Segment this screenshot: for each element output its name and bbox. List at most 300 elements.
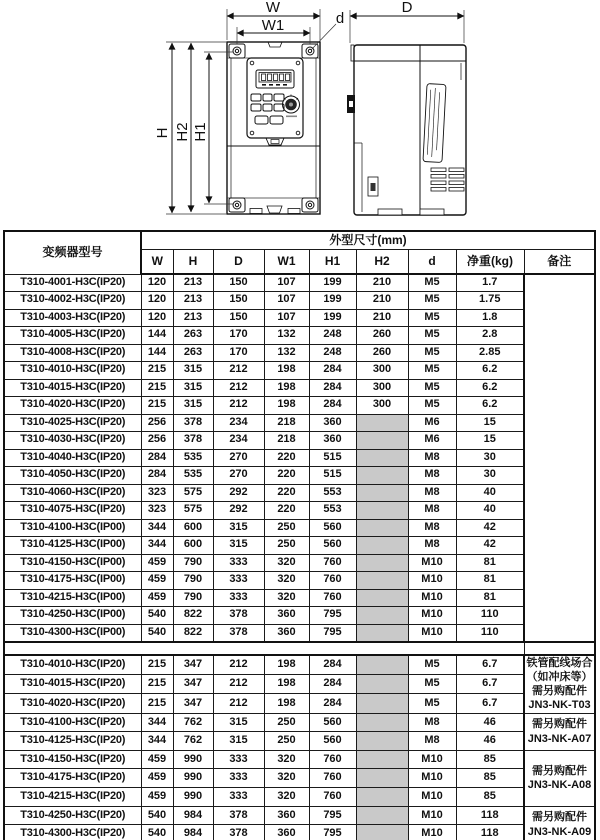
dim-cell-screw: M10 [408, 806, 456, 825]
dim-cell-weight: 81 [456, 572, 524, 590]
dim-cell-screw: M5 [408, 274, 456, 292]
dim-cell-h: 315 [173, 397, 213, 415]
dim-cell-h1: 360 [309, 432, 356, 450]
dim-cell-screw: M10 [408, 554, 456, 572]
separator-row [4, 642, 595, 655]
dim-cell-h: 990 [173, 788, 213, 807]
remark-cell [524, 806, 595, 840]
dim-cell-h2 [356, 713, 408, 732]
table-row [4, 750, 595, 769]
dim-cell-w1: 132 [264, 344, 309, 362]
dim-cell-h1: 760 [309, 750, 356, 769]
dim-cell-h: 263 [173, 327, 213, 345]
dim-cell-h: 315 [173, 362, 213, 380]
dim-cell-w: 215 [141, 694, 173, 714]
model-cell: T310-4001-H3C(IP20) [4, 274, 141, 292]
model-cell: T310-4003-H3C(IP20) [4, 309, 141, 327]
dim-cell-h1: 560 [309, 519, 356, 537]
dim-cell-h: 822 [173, 624, 213, 642]
dim-cell-screw: M10 [408, 607, 456, 625]
dim-cell-w: 284 [141, 449, 173, 467]
dim-cell-weight: 6.2 [456, 362, 524, 380]
dim-cell-w: 215 [141, 362, 173, 380]
dim-cell-w1: 320 [264, 769, 309, 788]
dim-cell-h2: 300 [356, 362, 408, 380]
col-header-h: H [173, 250, 213, 275]
dim-label-w: W [265, 0, 281, 16]
dim-cell-h2 [356, 750, 408, 769]
dim-cell-w1: 320 [264, 589, 309, 607]
dim-cell-w: 344 [141, 713, 173, 732]
dim-cell-screw: M5 [408, 309, 456, 327]
remark-cell-empty [524, 274, 595, 642]
table-row [4, 327, 595, 345]
dim-cell-w1: 107 [264, 292, 309, 310]
table-row [4, 309, 595, 327]
dim-cell-w: 459 [141, 750, 173, 769]
dim-cell-h1: 284 [309, 397, 356, 415]
dim-cell-h1: 553 [309, 502, 356, 520]
model-cell: T310-4250-H3C(IP00) [4, 607, 141, 625]
model-cell: T310-4215-H3C(IP00) [4, 589, 141, 607]
dimension-drawing [0, 0, 600, 230]
dim-cell-h: 790 [173, 572, 213, 590]
dim-cell-h1: 795 [309, 825, 356, 840]
dim-cell-w: 215 [141, 674, 173, 694]
dim-cell-screw: M5 [408, 694, 456, 714]
dim-cell-d: 378 [213, 624, 264, 642]
dim-cell-h: 347 [173, 655, 213, 675]
dim-cell-screw: M8 [408, 449, 456, 467]
dim-cell-h: 213 [173, 274, 213, 292]
dim-cell-screw: M10 [408, 572, 456, 590]
dim-cell-screw: M8 [408, 484, 456, 502]
dim-cell-w: 120 [141, 309, 173, 327]
dim-cell-h2 [356, 788, 408, 807]
table-row [4, 344, 595, 362]
dim-cell-h1: 760 [309, 589, 356, 607]
dim-cell-h2 [356, 674, 408, 694]
dim-cell-weight: 2.8 [456, 327, 524, 345]
dim-label-w1: W1 [261, 17, 285, 34]
dim-cell-weight: 15 [456, 432, 524, 450]
dim-cell-w1: 107 [264, 309, 309, 327]
dim-cell-w: 540 [141, 624, 173, 642]
dim-cell-screw: M8 [408, 537, 456, 555]
front-view [227, 42, 320, 214]
dim-cell-screw: M5 [408, 362, 456, 380]
model-cell: T310-4100-H3C(IP20) [4, 713, 141, 732]
dim-cell-w: 144 [141, 327, 173, 345]
dim-cell-h: 990 [173, 769, 213, 788]
dim-cell-w: 215 [141, 397, 173, 415]
dim-cell-screw: M5 [408, 397, 456, 415]
col-header-w1: W1 [264, 250, 309, 275]
dim-cell-d: 234 [213, 432, 264, 450]
dim-cell-h1: 360 [309, 414, 356, 432]
dim-cell-d: 212 [213, 674, 264, 694]
dim-cell-h1: 560 [309, 537, 356, 555]
dim-cell-h1: 760 [309, 572, 356, 590]
dim-cell-h1: 760 [309, 788, 356, 807]
dim-cell-weight: 118 [456, 825, 524, 840]
dim-cell-w: 215 [141, 655, 173, 675]
dim-cell-h2 [356, 414, 408, 432]
dim-cell-h: 213 [173, 309, 213, 327]
dim-cell-w: 459 [141, 572, 173, 590]
dim-cell-screw: M5 [408, 674, 456, 694]
dim-cell-w1: 198 [264, 362, 309, 380]
side-mounting-tab [347, 95, 355, 113]
dim-cell-w1: 220 [264, 467, 309, 485]
dim-cell-weight: 6.2 [456, 397, 524, 415]
separator-cell [4, 642, 524, 655]
dim-cell-w1: 218 [264, 414, 309, 432]
separator-cell [524, 642, 595, 655]
dim-cell-weight: 85 [456, 750, 524, 769]
dim-cell-h1: 515 [309, 467, 356, 485]
remark-cell [524, 750, 595, 806]
dim-cell-h: 762 [173, 713, 213, 732]
dim-cell-d: 315 [213, 519, 264, 537]
dim-cell-weight: 40 [456, 484, 524, 502]
dim-cell-d: 270 [213, 449, 264, 467]
dim-cell-weight: 30 [456, 449, 524, 467]
dim-cell-h: 347 [173, 674, 213, 694]
table-row [4, 624, 595, 642]
dim-cell-h2 [356, 825, 408, 840]
dim-cell-h1: 284 [309, 362, 356, 380]
dim-cell-h: 984 [173, 806, 213, 825]
dim-cell-d: 234 [213, 414, 264, 432]
dim-cell-screw: M10 [408, 788, 456, 807]
dim-label-d-hole: d [335, 10, 345, 27]
dim-cell-h1: 795 [309, 607, 356, 625]
dim-cell-h1: 248 [309, 344, 356, 362]
model-cell: T310-4300-H3C(IP00) [4, 624, 141, 642]
table-row [4, 607, 595, 625]
remark-line: 需另购配件 [532, 685, 588, 698]
dim-cell-weight: 1.8 [456, 309, 524, 327]
dim-label-depth: D [401, 0, 413, 16]
remark-line: JN3-NK-A08 [527, 779, 592, 792]
dim-cell-screw: M8 [408, 519, 456, 537]
table-row [4, 292, 595, 310]
table-row [4, 769, 595, 788]
model-cell: T310-4250-H3C(IP20) [4, 806, 141, 825]
dim-cell-w: 256 [141, 432, 173, 450]
dim-cell-w: 256 [141, 414, 173, 432]
dim-cell-h1: 795 [309, 806, 356, 825]
table-row [4, 788, 595, 807]
remark-line: JN3-NK-T03 [528, 699, 591, 712]
dim-cell-w1: 220 [264, 502, 309, 520]
dim-cell-weight: 6.7 [456, 694, 524, 714]
dim-cell-d: 315 [213, 713, 264, 732]
dim-cell-weight: 46 [456, 732, 524, 751]
model-cell: T310-4020-H3C(IP20) [4, 694, 141, 714]
dim-cell-w: 284 [141, 467, 173, 485]
dim-cell-h1: 199 [309, 292, 356, 310]
dim-cell-h1: 199 [309, 274, 356, 292]
dim-cell-h: 575 [173, 484, 213, 502]
dim-cell-w1: 198 [264, 674, 309, 694]
dim-cell-w1: 250 [264, 732, 309, 751]
dim-cell-weight: 6.7 [456, 674, 524, 694]
dim-cell-h1: 199 [309, 309, 356, 327]
dim-cell-w1: 250 [264, 713, 309, 732]
remark-line: （如冲床等） [526, 670, 593, 683]
dim-cell-w: 459 [141, 788, 173, 807]
dim-cell-h2 [356, 449, 408, 467]
dim-cell-w1: 250 [264, 519, 309, 537]
dim-cell-h2: 210 [356, 274, 408, 292]
dim-cell-h2 [356, 467, 408, 485]
dim-cell-screw: M8 [408, 732, 456, 751]
model-cell: T310-4010-H3C(IP20) [4, 655, 141, 675]
model-cell: T310-4300-H3C(IP20) [4, 825, 141, 840]
table-row [4, 432, 595, 450]
model-cell: T310-4025-H3C(IP20) [4, 414, 141, 432]
dim-cell-d: 333 [213, 769, 264, 788]
model-cell: T310-4002-H3C(IP20) [4, 292, 141, 310]
col-header-remark: 备注 [524, 250, 595, 275]
dim-cell-screw: M10 [408, 589, 456, 607]
dim-cell-screw: M10 [408, 624, 456, 642]
dim-cell-h: 535 [173, 449, 213, 467]
dim-cell-d: 333 [213, 572, 264, 590]
dim-cell-w1: 132 [264, 327, 309, 345]
dim-cell-d: 315 [213, 732, 264, 751]
dim-cell-h1: 284 [309, 655, 356, 675]
dim-cell-w1: 218 [264, 432, 309, 450]
dim-cell-weight: 81 [456, 554, 524, 572]
dim-label-h1: H1 [192, 122, 209, 142]
dim-cell-weight: 42 [456, 537, 524, 555]
table-row [4, 484, 595, 502]
side-view [347, 45, 466, 215]
dim-cell-weight: 6.2 [456, 379, 524, 397]
table-row [4, 467, 595, 485]
dim-cell-w: 344 [141, 732, 173, 751]
dim-cell-w: 344 [141, 537, 173, 555]
dim-cell-h2 [356, 655, 408, 675]
dim-cell-h2 [356, 554, 408, 572]
dim-cell-screw: M5 [408, 292, 456, 310]
dim-cell-h: 378 [173, 432, 213, 450]
dim-cell-h1: 284 [309, 379, 356, 397]
col-header-d: D [213, 250, 264, 275]
dim-cell-d: 270 [213, 467, 264, 485]
dim-cell-w1: 360 [264, 825, 309, 840]
remark-line: JN3-NK-A09 [527, 825, 592, 838]
dim-cell-h1: 560 [309, 732, 356, 751]
dim-cell-d: 292 [213, 502, 264, 520]
dim-cell-screw: M10 [408, 825, 456, 840]
dim-cell-h1: 760 [309, 554, 356, 572]
dim-cell-w: 323 [141, 484, 173, 502]
dim-cell-h2 [356, 432, 408, 450]
col-header-h1: H1 [309, 250, 356, 275]
model-cell: T310-4215-H3C(IP20) [4, 788, 141, 807]
dim-cell-screw: M10 [408, 769, 456, 788]
dim-cell-d: 315 [213, 537, 264, 555]
dim-cell-weight: 30 [456, 467, 524, 485]
dim-cell-h2 [356, 806, 408, 825]
model-cell: T310-4150-H3C(IP00) [4, 554, 141, 572]
table-row [4, 554, 595, 572]
dim-cell-h: 535 [173, 467, 213, 485]
dim-cell-h2 [356, 502, 408, 520]
dim-cell-w: 540 [141, 607, 173, 625]
table-row [4, 694, 595, 714]
dim-cell-d: 333 [213, 554, 264, 572]
dim-cell-h2 [356, 624, 408, 642]
dim-cell-d: 150 [213, 292, 264, 310]
dim-cell-d: 150 [213, 274, 264, 292]
dim-cell-weight: 6.7 [456, 655, 524, 675]
dim-cell-d: 212 [213, 397, 264, 415]
dim-cell-d: 212 [213, 362, 264, 380]
dim-cell-w: 459 [141, 589, 173, 607]
table-row [4, 713, 595, 732]
col-header-screw: d [408, 250, 456, 275]
dim-cell-h: 790 [173, 554, 213, 572]
dim-cell-h2 [356, 537, 408, 555]
dim-cell-d: 378 [213, 806, 264, 825]
dim-cell-h: 790 [173, 589, 213, 607]
table-row [4, 414, 595, 432]
dim-cell-h2 [356, 607, 408, 625]
table-row [4, 825, 595, 840]
dim-cell-h1: 284 [309, 694, 356, 714]
remark-line: 需另购配件 [532, 764, 588, 777]
dim-cell-h: 762 [173, 732, 213, 751]
dim-cell-w1: 320 [264, 572, 309, 590]
table-row [4, 274, 595, 292]
table-row [4, 519, 595, 537]
dim-cell-h2: 300 [356, 397, 408, 415]
dim-cell-d: 333 [213, 750, 264, 769]
dim-cell-weight: 110 [456, 607, 524, 625]
dim-cell-w1: 198 [264, 655, 309, 675]
dim-cell-weight: 81 [456, 589, 524, 607]
model-cell: T310-4020-H3C(IP20) [4, 397, 141, 415]
dim-cell-w1: 198 [264, 397, 309, 415]
dim-cell-h: 990 [173, 750, 213, 769]
dim-cell-w1: 220 [264, 484, 309, 502]
dim-cell-h2: 260 [356, 327, 408, 345]
dim-cell-screw: M10 [408, 750, 456, 769]
model-cell: T310-4125-H3C(IP00) [4, 537, 141, 555]
dim-cell-h: 984 [173, 825, 213, 840]
dim-cell-w: 215 [141, 379, 173, 397]
remark-line: 铁管配线场合 [526, 656, 593, 669]
dimensions-table [3, 230, 596, 840]
dim-cell-screw: M6 [408, 414, 456, 432]
dim-cell-weight: 15 [456, 414, 524, 432]
dim-cell-screw: M8 [408, 713, 456, 732]
dim-cell-w1: 198 [264, 379, 309, 397]
dim-cell-d: 150 [213, 309, 264, 327]
dim-cell-d: 333 [213, 788, 264, 807]
col-header-weight: 净重(kg) [456, 250, 524, 275]
dim-cell-h1: 553 [309, 484, 356, 502]
dim-cell-weight: 118 [456, 806, 524, 825]
dim-cell-h2 [356, 572, 408, 590]
table-row [4, 572, 595, 590]
dim-label-h: H [154, 127, 171, 139]
dim-cell-h2 [356, 484, 408, 502]
dim-cell-w1: 360 [264, 607, 309, 625]
dim-cell-w: 540 [141, 825, 173, 840]
dim-cell-w: 120 [141, 292, 173, 310]
dim-cell-weight: 85 [456, 788, 524, 807]
model-cell: T310-4040-H3C(IP20) [4, 449, 141, 467]
model-cell: T310-4030-H3C(IP20) [4, 432, 141, 450]
model-column-header: 变频器型号 [4, 231, 141, 274]
model-cell: T310-4050-H3C(IP20) [4, 467, 141, 485]
dim-cell-w1: 360 [264, 806, 309, 825]
table-row [4, 379, 595, 397]
dim-cell-d: 212 [213, 379, 264, 397]
dim-cell-h1: 795 [309, 624, 356, 642]
dim-label-h2: H2 [174, 122, 191, 142]
dim-cell-h: 822 [173, 607, 213, 625]
dim-cell-h2 [356, 589, 408, 607]
dim-cell-w: 344 [141, 519, 173, 537]
dim-cell-h1: 515 [309, 449, 356, 467]
model-cell: T310-4010-H3C(IP20) [4, 362, 141, 380]
model-cell: T310-4150-H3C(IP20) [4, 750, 141, 769]
model-cell: T310-4005-H3C(IP20) [4, 327, 141, 345]
dim-cell-h: 600 [173, 519, 213, 537]
dim-cell-h: 347 [173, 694, 213, 714]
dim-cell-h2 [356, 769, 408, 788]
dim-cell-screw: M6 [408, 432, 456, 450]
dim-cell-w1: 320 [264, 788, 309, 807]
dim-cell-weight: 42 [456, 519, 524, 537]
dim-cell-screw: M5 [408, 327, 456, 345]
model-cell: T310-4015-H3C(IP20) [4, 379, 141, 397]
remark-cell [524, 713, 595, 750]
dim-cell-weight: 2.85 [456, 344, 524, 362]
dim-cell-h1: 560 [309, 713, 356, 732]
model-cell: T310-4125-H3C(IP20) [4, 732, 141, 751]
dim-cell-weight: 46 [456, 713, 524, 732]
table-row [4, 655, 595, 675]
dim-cell-w: 459 [141, 554, 173, 572]
dim-cell-weight: 1.7 [456, 274, 524, 292]
table-row [4, 732, 595, 751]
dim-cell-w1: 220 [264, 449, 309, 467]
dim-cell-screw: M5 [408, 344, 456, 362]
dim-cell-d: 292 [213, 484, 264, 502]
col-header-w: W [141, 250, 173, 275]
table-row [4, 362, 595, 380]
table-row [4, 502, 595, 520]
dim-cell-h: 600 [173, 537, 213, 555]
model-cell: T310-4175-H3C(IP20) [4, 769, 141, 788]
model-cell: T310-4100-H3C(IP00) [4, 519, 141, 537]
dim-cell-screw: M8 [408, 502, 456, 520]
dim-cell-w1: 250 [264, 537, 309, 555]
model-cell: T310-4075-H3C(IP20) [4, 502, 141, 520]
dim-cell-h2: 210 [356, 309, 408, 327]
dim-cell-h: 213 [173, 292, 213, 310]
dim-cell-h2: 260 [356, 344, 408, 362]
dim-cell-w1: 320 [264, 554, 309, 572]
